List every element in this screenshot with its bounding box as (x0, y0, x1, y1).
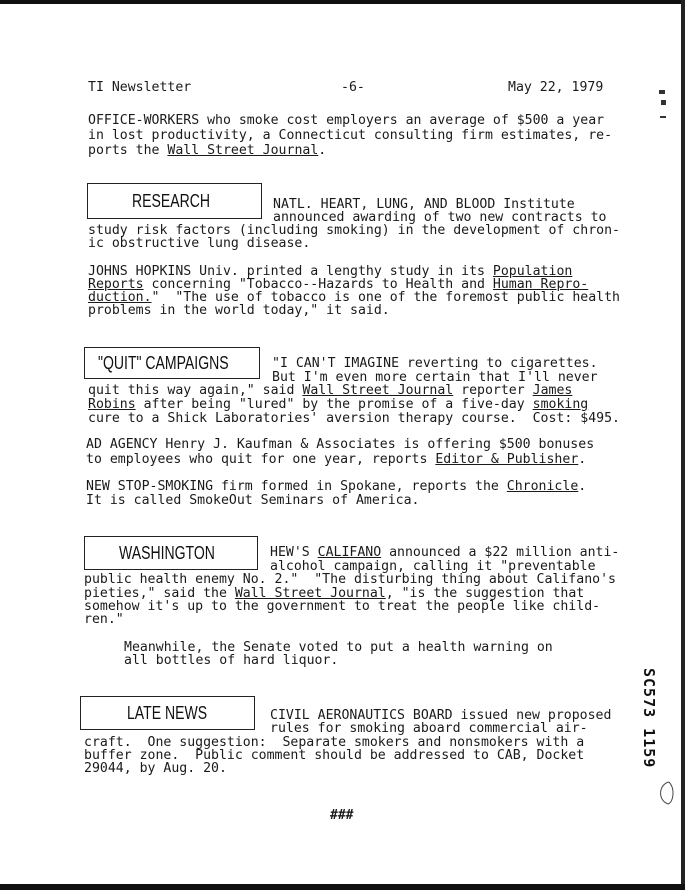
research-p1-line-3: study risk factors (including smoking) in the development of chron- (88, 223, 620, 238)
page-border-top (0, 0, 685, 4)
header-page-number: -6- (341, 80, 365, 95)
quit-heading: "QUIT" CAMPAIGNS (98, 353, 229, 373)
scan-mark-circle (655, 780, 677, 806)
source-wsj: Wall Street Journal (167, 143, 319, 158)
latenews-p1-line-1: CIVIL AERONAUTICS BOARD issued new proposed (270, 708, 612, 723)
intro-line-1: OFFICE-WORKERS who smoke cost employers an average of $500 a year (88, 113, 605, 128)
research-p2-line-1: JOHNS HOPKINS Univ. printed a lengthy study in its Population (88, 264, 573, 279)
intro-line-2: in lost productivity, a Connecticut consulting firm estimates, re- (88, 128, 613, 143)
washington-heading: WASHINGTON (119, 543, 215, 563)
quit-p2-line-2: to employees who quit for one year, reports Editor & Publisher. (86, 452, 587, 467)
washington-p1-line-1: HEW'S CALIFANO announced a $22 million anti- (270, 545, 620, 560)
scan-speck (660, 116, 666, 118)
research-p2-line-2: Reports concerning "Tobacco--Hazards to Health and Human Repro- (88, 277, 589, 292)
washington-p1-line-5: somehow it's up to the government to treat the people like child- (84, 599, 601, 614)
quit-p1-line-3: quit this way again," said Wall Street Journal reporter James (88, 383, 573, 398)
research-p2-line-3: duction." "The use of tobacco is one of the foremost public health (88, 290, 620, 305)
research-p1-line-2: announced awarding of two new contracts to (273, 210, 607, 225)
washington-p1-line-6: ren." (84, 612, 124, 627)
latenews-p1-line-3: craft. One suggestion: Separate smokers and nonsmokers with a (84, 735, 585, 750)
washington-p1-line-3: public health enemy No. 2." "The disturbing thing about Califano's (84, 572, 616, 587)
quit-p1-line-4: Robins after being "lured" by the promise of a five-day smoking (88, 397, 589, 412)
quit-p1-line-2: But I'm even more certain that I'll never (272, 370, 598, 385)
quit-p2-line-1: AD AGENCY Henry J. Kaufman & Associates is offering $500 bonuses (86, 437, 595, 452)
washington-p2-line-1: Meanwhile, the Senate voted to put a health warning on (124, 640, 553, 655)
document-id-code: SC573 1159 (640, 668, 658, 769)
latenews-p1-line-2: rules for smoking aboard commercial air- (270, 721, 588, 736)
latenews-p1-line-5: 29044, by Aug. 20. (84, 761, 227, 776)
header-newsletter-title: TI Newsletter (88, 80, 192, 95)
scan-speck (659, 90, 665, 94)
end-mark: ### (330, 808, 354, 823)
research-p2-line-4: problems in the world today," it said. (88, 303, 390, 318)
page-border-bottom (0, 884, 685, 890)
quit-p3-line-1: NEW STOP-SMOKING firm formed in Spokane, reports the Chronicle. (86, 479, 587, 494)
research-p1-line-1: NATL. HEART, LUNG, AND BLOOD Institute (273, 197, 575, 212)
scan-speck (661, 100, 666, 105)
research-p1-line-4: ic obstructive lung disease. (88, 236, 311, 251)
intro-line-3: ports the Wall Street Journal. (88, 143, 327, 158)
quit-p1-line-5: cure to a Shick Laboratories' aversion therapy course. Cost: $495. (88, 411, 620, 426)
quit-p1-line-1: "I CAN'T IMAGINE reverting to cigarettes. (272, 356, 598, 371)
latenews-heading: LATE NEWS (127, 703, 208, 723)
quit-p3-line-2: It is called SmokeOut Seminars of America. (86, 493, 420, 508)
washington-p2-line-2: all bottles of hard liquor. (124, 653, 339, 668)
washington-p1-line-2: alcohol campaign, calling it "preventable (270, 559, 596, 574)
page-border-right (681, 0, 685, 890)
research-heading: RESEARCH (132, 191, 211, 211)
latenews-p1-line-4: buffer zone. Public comment should be addressed to CAB, Docket (84, 748, 585, 763)
washington-p1-line-4: pieties," said the Wall Street Journal, "is the suggestion that (84, 586, 585, 601)
header-date: May 22, 1979 (508, 80, 604, 95)
